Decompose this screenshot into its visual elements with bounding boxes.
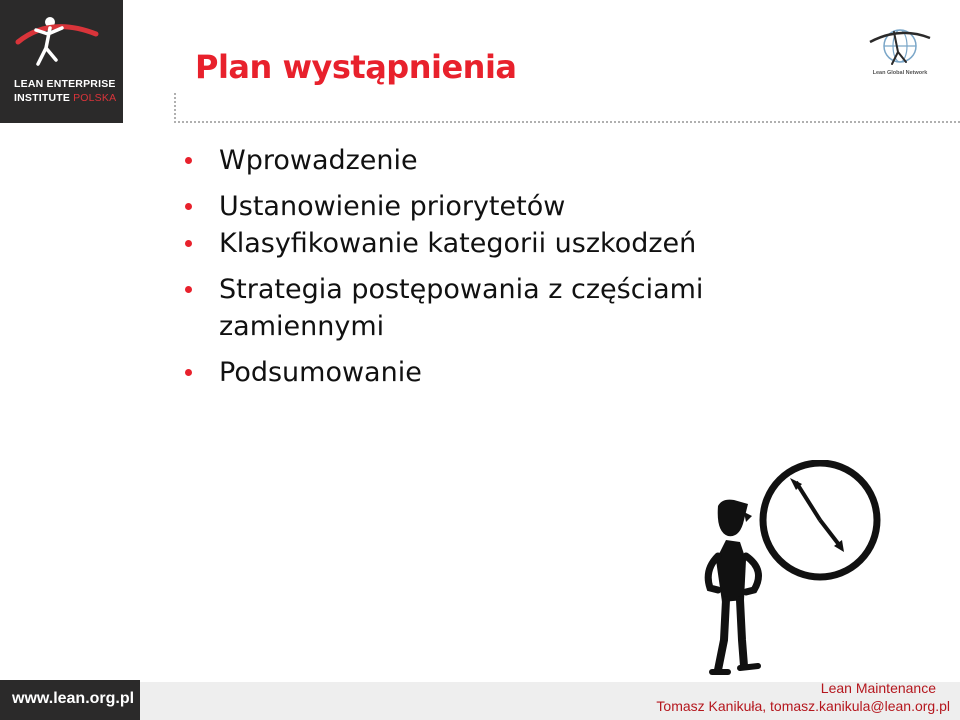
dotted-divider-vertical: [174, 93, 176, 123]
footer-topic: Lean Maintenance: [820, 680, 936, 696]
lean-global-network-label: Lean Global Network: [872, 70, 928, 76]
footer-author: Tomasz Kanikuła, tomasz.kanikula@lean.org.pl: [656, 698, 950, 714]
agenda-item: [183, 225, 779, 262]
agenda-item: [183, 142, 779, 179]
bullet-dot-icon: [185, 240, 192, 247]
slide-title: Plan wystąpnienia: [195, 48, 517, 86]
bullet-dot-icon: [185, 157, 192, 164]
dotted-divider-horizontal: [174, 121, 960, 123]
swoosh-figure-icon: [10, 8, 110, 74]
person-clock-icon: [700, 460, 890, 680]
bullet-dot-icon: [185, 286, 192, 293]
bullet-dot-icon: [185, 369, 192, 376]
logo-text-polska: POLSKA: [73, 92, 117, 104]
bullet-dot-icon: [185, 203, 192, 210]
footer-url[interactable]: www.lean.org.pl: [0, 680, 140, 720]
agenda-item: [183, 354, 779, 391]
logo-text-institute: INSTITUTE: [14, 92, 71, 104]
logo-text-line1: LEAN ENTERPRISE: [14, 78, 116, 90]
agenda-list: [183, 142, 779, 400]
lean-enterprise-institute-logo: [0, 0, 123, 123]
agenda-item-text: Wprowadzenie: [219, 145, 418, 176]
agenda-item-text: Ustanowienie priorytetów: [219, 191, 566, 222]
agenda-item: [183, 188, 779, 225]
agenda-item: [183, 271, 779, 345]
logo-text-line2: [14, 92, 116, 104]
agenda-item-text: Strategia postępowania z częściami zamiennymi: [219, 274, 704, 342]
agenda-item-text: Podsumowanie: [219, 357, 422, 388]
agenda-item-text: Klasyfikowanie kategorii uszkodzeń: [219, 228, 697, 259]
